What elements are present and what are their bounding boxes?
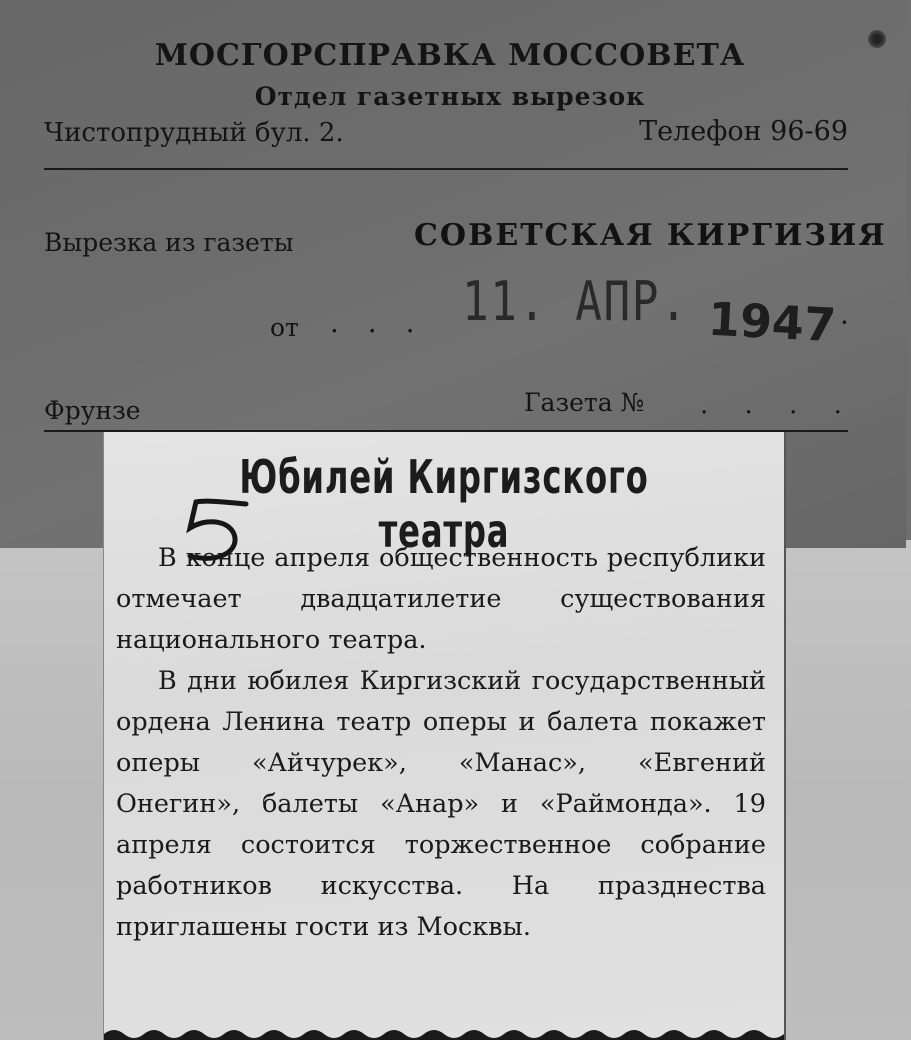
scalloped-edge	[104, 1026, 784, 1040]
article-paragraph-2: В дни юбилея Киргизский государственный ордена Ленина театр оперы и балета покажет оперы «Айчурек», «Манас», «Евгений Онегин», балеты «Анар» и «Раймонда». 19 апреля состоится торжественное собрание работников искусства. На празднества приглашены гости из Москвы.	[116, 666, 766, 942]
department-name: Отдел газетных вырезок	[254, 82, 646, 111]
year-stamp: 1947	[706, 291, 838, 353]
article-body	[116, 538, 766, 948]
date-trailing-dot: ·	[840, 306, 849, 339]
city-label: Фрунзе	[44, 396, 141, 425]
date-label: от	[270, 313, 299, 342]
bureau-name: МОСГОРСПРАВКА МОССОВЕТА	[154, 38, 746, 73]
newspaper-clipping	[104, 432, 784, 1040]
bureau-address: Чистопрудный бул. 2.	[44, 118, 344, 148]
bureau-phone: Телефон 96-69	[639, 116, 848, 147]
issue-leader-dots: . . . .	[700, 390, 856, 420]
header-rule	[44, 168, 848, 170]
article-headline: Юбилей Киргизского театра	[239, 450, 649, 558]
date-stamp: 11. АПР.	[462, 270, 689, 333]
newspaper-name: СОВЕТСКАЯ КИРГИЗИЯ	[414, 218, 887, 253]
issue-label: Газета №	[524, 388, 645, 417]
cutting-label: Вырезка из газеты	[44, 228, 294, 257]
date-leader-dots: . . .	[330, 306, 425, 339]
article-paragraph-1: В конце апреля общественность республики отмечает двадцатилетие существования национального театра.	[116, 543, 766, 655]
